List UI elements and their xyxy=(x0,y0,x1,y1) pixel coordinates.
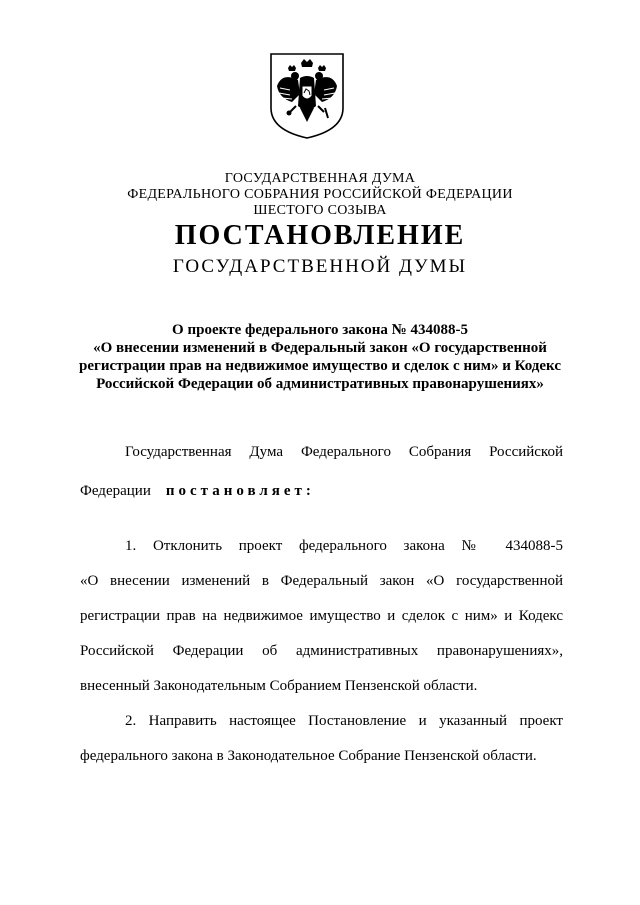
coat-of-arms-icon xyxy=(268,50,346,140)
item-1-line: 1. Отклонить проект федерального закона № 434088-5 xyxy=(125,538,563,554)
preamble-line xyxy=(80,482,563,500)
document-subtitle: ГОСУДАРСТВЕННОЙ ДУМЫ xyxy=(172,256,468,277)
header-line-duma: ГОСУДАРСТВЕННАЯ ДУМА xyxy=(224,171,416,186)
item-2-line: 2. Направить настоящее Постановление и указанный проект xyxy=(125,713,563,729)
subject-line: регистрации прав на недвижимое имущество и сделок с ним» и Кодекс xyxy=(79,358,561,374)
preamble-line: Государственная Дума Федерального Собрания Российской xyxy=(125,444,563,460)
subject-line: «О внесении изменений в Федеральный закон «О государственной xyxy=(93,340,547,356)
subject-line: Российской Федерации об административных правонарушениях» xyxy=(96,376,544,392)
item-2-line: федерального закона в Законодательное Собрание Пензенской области. xyxy=(80,748,537,764)
document-title: ПОСТАНОВЛЕНИЕ xyxy=(174,220,466,251)
item-1-line: внесенный Законодательным Собранием Пензенской области. xyxy=(80,678,478,694)
header-line-convocation: ШЕСТОГО СОЗЫВА xyxy=(253,203,387,218)
header-line-assembly: ФЕДЕРАЛЬНОГО СОБРАНИЯ РОССИЙСКОЙ ФЕДЕРАЦИИ xyxy=(127,187,513,202)
preamble-subject: Федерации xyxy=(80,483,151,499)
item-1-line: «О внесении изменений в Федеральный закон «О государственной xyxy=(80,573,563,589)
subject-line: О проекте федерального закона № 434088-5 xyxy=(172,322,468,338)
item-1-line: Российской Федерации об административных правонарушениях», xyxy=(80,643,563,659)
preamble-verb: постановляет: xyxy=(165,483,315,499)
item-1-line: регистрации прав на недвижимое имущество и сделок с ним» и Кодекс xyxy=(80,608,563,624)
